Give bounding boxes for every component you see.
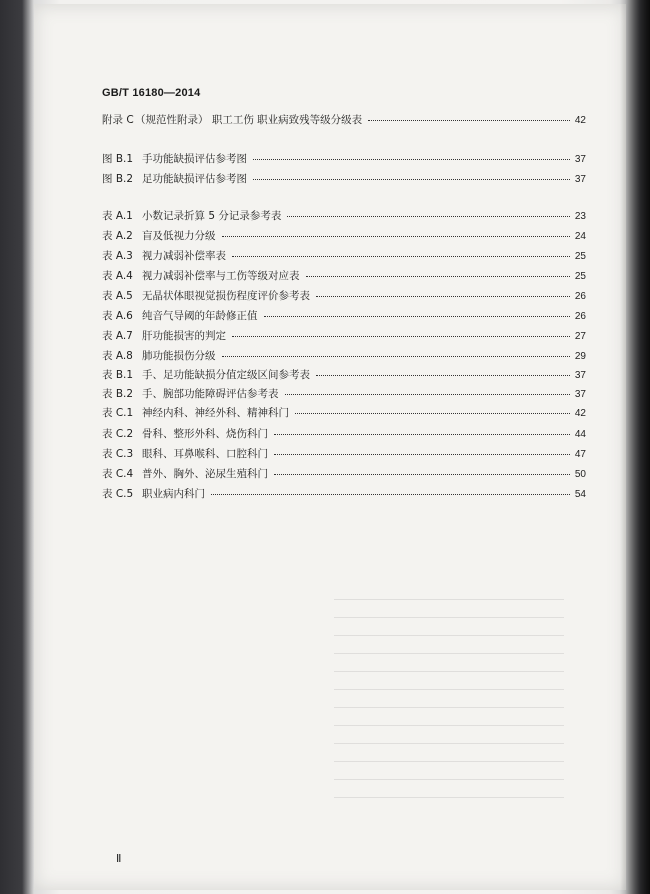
toc-entry-page: 54 [574,489,586,500]
toc-entry-page: 44 [574,429,586,440]
toc-entry-label: 表 A.1 [102,210,133,222]
toc-leader-dots [368,119,570,121]
toc-leader-dots [253,158,570,160]
toc-entry-page: 29 [574,351,586,362]
toc-entry-label: 表 A.8 [102,350,133,362]
toc-entry-title: 肺功能损伤分级 [142,350,216,362]
toc-entry-label: 表 A.2 [102,230,133,242]
scan-edge-shadow [620,0,650,894]
toc-entry-title: 神经内科、神经外科、精神科门 [142,407,289,419]
toc-entry-table-b1[interactable] [102,367,586,383]
toc-entry-table-a4[interactable] [102,268,586,284]
toc-leader-dots [232,335,570,337]
toc-entry-title: 纯音气导阈的年龄修正值 [142,310,258,322]
toc-entry-page: 50 [574,469,586,480]
toc-leader-dots [306,275,571,277]
toc-entry-title: 视力减弱补偿率与工伤等级对应表 [142,270,300,282]
toc-entry-title: （规范性附录） 职工工伤 职业病致残等级分级表 [135,114,363,126]
toc-entry-label: 表 A.3 [102,250,133,262]
toc-entry-table-c3[interactable] [102,446,586,462]
toc-entry-label: 表 B.2 [102,388,134,400]
toc-leader-dots [222,235,571,237]
toc-leader-dots [316,295,570,297]
toc-entry-title: 足功能缺损评估参考图 [142,173,247,185]
toc-entry-label: 表 C.1 [102,407,134,419]
toc-entry-title: 手、腕部功能障碍评估参考表 [142,388,279,400]
toc-entry-title: 盲及低视力分级 [142,230,216,242]
toc-entry-label: 附录 C [102,114,134,126]
toc-entry-label: 表 A.4 [102,270,133,282]
toc-leader-dots [232,255,570,257]
toc-entry-page: 23 [574,211,586,222]
toc-entry-table-a6[interactable] [102,308,586,324]
toc-entry-label: 表 C.3 [102,448,134,460]
toc-leader-dots [264,315,571,317]
toc-entry-label: 表 C.2 [102,428,134,440]
toc-entry-label: 表 B.1 [102,369,134,381]
toc-leader-dots [253,178,570,180]
toc-entry-page: 26 [574,291,586,302]
toc-entry-label: 表 A.6 [102,310,133,322]
page-number: Ⅱ [116,853,122,865]
toc-entry-title: 手、足功能缺损分值定级区间参考表 [142,369,310,381]
bleed-through-text [334,589,564,809]
toc-entry-title: 视力减弱补偿率表 [142,250,226,262]
toc-entry-page: 25 [574,251,586,262]
toc-entry-page: 26 [574,311,586,322]
toc-entry-page: 37 [574,389,586,400]
toc-leader-dots [316,374,570,376]
toc-entry-page: 47 [574,449,586,460]
toc-entry-table-c1[interactable] [102,405,586,421]
toc-entry-table-c2[interactable] [102,426,586,442]
toc-entry-page: 42 [574,115,586,126]
toc-entry-page: 42 [574,408,586,419]
toc-entry-page: 25 [574,271,586,282]
toc-entry-title: 肝功能损害的判定 [142,330,226,342]
toc-entry-page: 37 [574,370,586,381]
toc-entry-title: 职业病内科门 [142,488,205,500]
toc-leader-dots [211,493,570,495]
toc-entry-annex-c[interactable] [102,112,586,128]
toc-entry-label: 表 A.5 [102,290,133,302]
toc-entry-table-a1[interactable] [102,208,586,224]
toc-entry-label: 表 A.7 [102,330,133,342]
toc-entry-table-b2[interactable] [102,386,586,402]
toc-entry-label: 图 B.1 [102,153,134,165]
toc-entry-table-a2[interactable] [102,228,586,244]
toc-entry-table-a7[interactable] [102,328,586,344]
toc-entry-title: 无晶状体眼视觉损伤程度评价参考表 [142,290,310,302]
toc-leader-dots [287,215,570,217]
toc-entry-page: 27 [574,331,586,342]
toc-entry-page: 24 [574,231,586,242]
toc-entry-figure-b1[interactable] [102,151,586,167]
toc-leader-dots [274,473,570,475]
toc-leader-dots [274,433,570,435]
toc-leader-dots [274,453,570,455]
toc-entry-title: 小数记录折算 5 分记录参考表 [142,210,282,222]
toc-entry-figure-b2[interactable] [102,171,586,187]
toc-entry-title: 普外、胸外、泌尿生殖科门 [142,468,268,480]
toc-entry-table-a5[interactable] [102,288,586,304]
toc-entry-label: 图 B.2 [102,173,134,185]
toc-entry-title: 眼科、耳鼻喉科、口腔科门 [142,448,268,460]
toc-entry-table-a8[interactable] [102,348,586,364]
toc-entry-table-c5[interactable] [102,486,586,502]
toc-leader-dots [222,355,571,357]
toc-leader-dots [285,393,571,395]
toc-entry-table-a3[interactable] [102,248,586,264]
toc-leader-dots [295,412,570,414]
toc-entry-page: 37 [574,174,586,185]
toc-entry-title: 手功能缺损评估参考图 [142,153,247,165]
toc-entry-page: 37 [574,154,586,165]
standard-code-header: GB/T 16180—2014 [102,87,201,99]
toc-entry-label: 表 C.5 [102,488,134,500]
toc-entry-table-c4[interactable] [102,466,586,482]
toc-entry-label: 表 C.4 [102,468,134,480]
toc-entry-title: 骨科、整形外科、烧伤科门 [142,428,268,440]
